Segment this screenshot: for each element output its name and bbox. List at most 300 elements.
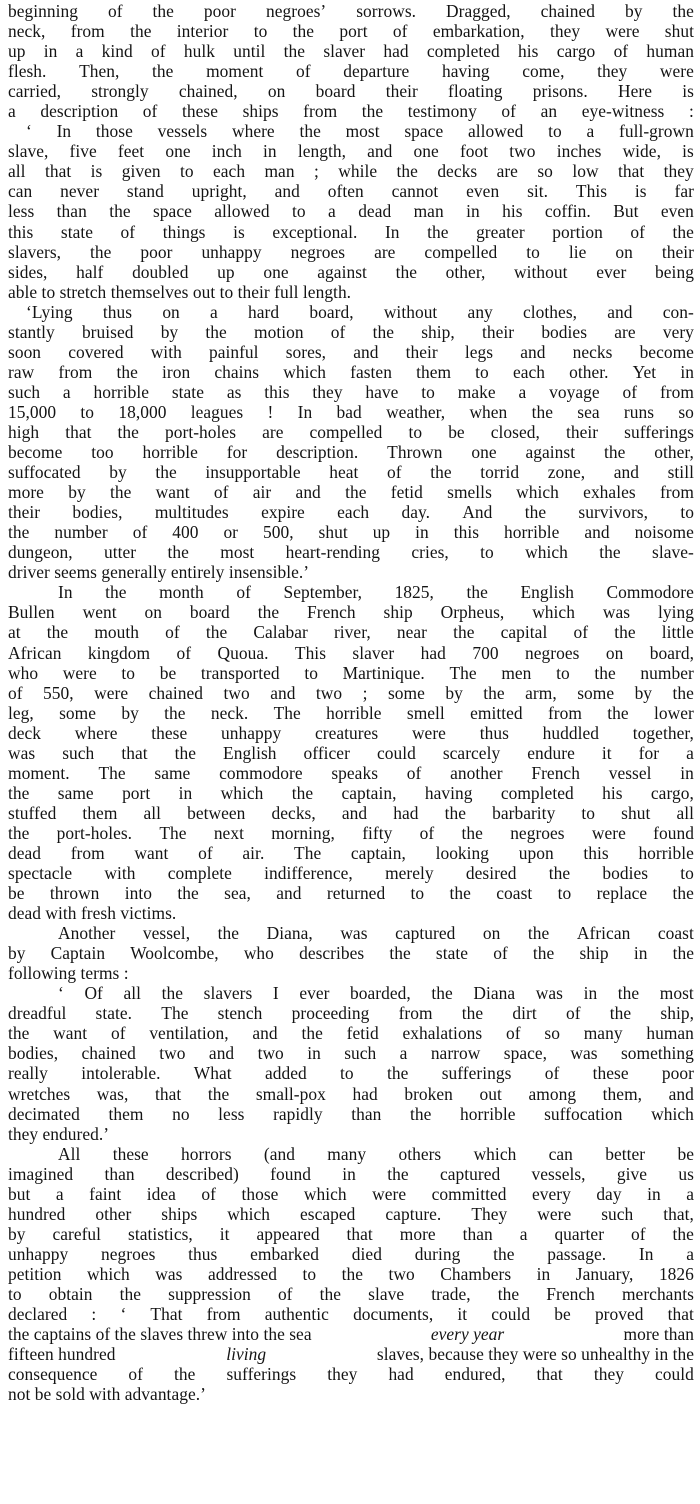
word: described) [165, 1163, 239, 1184]
text-line [8, 602, 694, 622]
text-line [8, 723, 694, 743]
word: and [276, 883, 302, 904]
word: in [680, 762, 694, 783]
word: so [544, 1023, 560, 1044]
word: lower [654, 702, 694, 723]
word: from [398, 1003, 433, 1024]
word: still [667, 462, 694, 483]
word: completed [500, 782, 574, 803]
word: from [58, 361, 93, 382]
word: hulk [183, 41, 216, 62]
word: hard [248, 301, 280, 322]
word: month [159, 582, 204, 603]
word: the [152, 61, 174, 82]
word: chained [81, 1043, 136, 1064]
word: closed, [490, 421, 540, 442]
word: of [419, 822, 435, 843]
word: transported [200, 662, 280, 683]
word: less [218, 1103, 245, 1124]
word: are [496, 161, 518, 182]
word: vessel, [142, 923, 191, 944]
word: clothes, [523, 301, 578, 322]
text-line [8, 1364, 694, 1384]
word: Captain [50, 943, 106, 964]
word: to [475, 361, 489, 382]
text-segment: more than [623, 1324, 694, 1345]
word: had [352, 1083, 378, 1104]
word: which [516, 482, 559, 503]
word: the [174, 742, 197, 763]
text-line [8, 161, 694, 181]
word: horrible [326, 702, 382, 723]
word: departure [343, 61, 410, 82]
word: next [213, 822, 244, 843]
word: man [413, 201, 444, 222]
text-line [8, 823, 694, 843]
word: become [639, 341, 694, 362]
word: proceeding [291, 1003, 370, 1024]
word: added [264, 1063, 307, 1084]
word: But [613, 201, 639, 222]
word: 15,000 [8, 401, 57, 422]
word: neck, [8, 21, 46, 42]
word: painful [208, 341, 259, 362]
word: the [217, 923, 240, 944]
word: space, [503, 1043, 548, 1064]
word: half [76, 261, 104, 282]
word: the [152, 1, 174, 21]
word: prisons. [532, 81, 588, 102]
word: on [615, 241, 633, 262]
word: the [164, 702, 186, 723]
word: sea [577, 401, 600, 422]
word: captured [439, 1163, 501, 1184]
word: slave, [8, 141, 49, 162]
word: coffin. [544, 201, 591, 222]
word: give [616, 1163, 648, 1184]
word: moment. [8, 762, 70, 783]
word: or [223, 522, 239, 543]
word: ships [242, 101, 279, 122]
word: against [525, 442, 576, 463]
word: of [392, 21, 408, 42]
word: African [8, 642, 62, 663]
word: the [8, 522, 30, 543]
text-line [8, 61, 694, 81]
word: them [108, 1103, 144, 1124]
word: two [315, 682, 343, 703]
word: negroes [290, 241, 346, 262]
word: was, [96, 1083, 129, 1104]
word: air. [242, 842, 265, 863]
word: broken [404, 1083, 453, 1104]
word: on [482, 923, 501, 944]
word: day [596, 1183, 622, 1204]
word: in [178, 782, 193, 803]
word: day. [401, 502, 431, 523]
word: one [263, 261, 289, 282]
text-line [8, 703, 694, 723]
word: on [605, 642, 624, 663]
word: 550, [43, 682, 74, 703]
word: quarter [554, 1223, 605, 1244]
text-line: dead with fresh victims. [8, 903, 177, 924]
word: of [120, 221, 136, 242]
word: in [680, 361, 694, 382]
word: that [44, 161, 72, 182]
word: decimated [8, 1103, 80, 1124]
word: of [387, 462, 402, 483]
word: that [65, 421, 92, 442]
word: What [193, 1063, 232, 1084]
word: it [601, 742, 612, 763]
word: state. [95, 1003, 133, 1024]
word: emitted [470, 702, 523, 723]
word: All [58, 1143, 81, 1164]
word: died [351, 1243, 382, 1264]
word: motion [254, 321, 304, 342]
word: were [605, 21, 640, 42]
word: than [462, 1223, 493, 1244]
word: exhalations [402, 1023, 483, 1044]
word: two [223, 682, 250, 703]
word: horrible [142, 442, 198, 463]
word: sea, [224, 883, 251, 904]
word: in [466, 201, 480, 222]
text-line [8, 242, 694, 262]
word: where [74, 722, 118, 743]
word: to [421, 381, 435, 402]
word: full-grown [618, 121, 694, 142]
word: them [82, 802, 118, 823]
word: (and [263, 1143, 295, 1164]
word: horrors [180, 1143, 232, 1164]
word: sufferings [226, 1364, 297, 1385]
word: sorrows. [356, 1, 417, 21]
word: which [303, 1183, 347, 1204]
word: space [152, 201, 192, 222]
word: ever [299, 983, 330, 1004]
word: fetid [390, 482, 423, 503]
word: French [546, 1284, 595, 1304]
word: that [667, 1304, 694, 1325]
word: ship, [421, 321, 455, 342]
word: by [8, 943, 26, 964]
word: slaver [352, 642, 395, 663]
word: and [367, 141, 393, 162]
word: in [647, 1183, 661, 1204]
word: such [8, 381, 41, 402]
text-line [8, 1063, 694, 1083]
word: captain, [341, 782, 397, 803]
word: by [68, 482, 86, 503]
word: the [483, 682, 505, 703]
word: Chambers [440, 1263, 512, 1284]
word: being [655, 261, 694, 282]
word: be [159, 662, 177, 683]
text-line [8, 943, 694, 963]
word: and [607, 301, 633, 322]
word: board [315, 81, 356, 102]
text-line [8, 1284, 694, 1304]
word: be [554, 1304, 571, 1325]
word: poor [203, 1, 236, 21]
word: embarked [250, 1243, 320, 1264]
word: and [613, 462, 640, 483]
word: many [583, 1023, 623, 1044]
word: was [340, 923, 368, 944]
word: could [491, 1304, 531, 1325]
word: air [252, 482, 272, 503]
word: their [8, 502, 41, 523]
word: were [62, 662, 97, 683]
word: which [283, 361, 326, 382]
text-line [8, 743, 694, 763]
word: shut [664, 21, 694, 42]
word: ‘ [120, 1304, 127, 1325]
word: an [540, 101, 558, 122]
word: which [525, 542, 568, 563]
word: of [128, 1364, 144, 1385]
word: make [457, 381, 496, 402]
word: commodore [219, 762, 303, 783]
word: a [586, 121, 595, 142]
word: the [292, 21, 315, 42]
word: The [273, 702, 301, 723]
word: ship [579, 943, 609, 964]
word: Here [617, 81, 652, 102]
word: the [493, 1243, 515, 1264]
text-line [8, 783, 694, 803]
word: of [493, 943, 508, 964]
word: soon [8, 341, 42, 362]
word: con- [662, 301, 694, 322]
text-line [8, 1023, 694, 1043]
word: addressed [207, 1263, 277, 1284]
word: African [576, 923, 631, 944]
word: indifference, [264, 863, 353, 884]
word: compelled [424, 241, 498, 262]
word: most [345, 121, 380, 142]
body-text [8, 1, 694, 1304]
word: their [405, 341, 438, 362]
word: of [213, 482, 229, 503]
word: the [453, 622, 475, 643]
word: have [365, 381, 399, 402]
word: of [630, 1223, 646, 1244]
word: of [406, 762, 422, 783]
word: Calabar [253, 622, 308, 643]
word: trade, [431, 1284, 471, 1304]
text-line [8, 1224, 694, 1244]
word: horrible [503, 522, 560, 543]
word: who [243, 943, 274, 964]
word: men [501, 662, 532, 683]
word: found [270, 1163, 311, 1184]
word: most [659, 983, 694, 1004]
word: in [583, 983, 598, 1004]
text-line [8, 201, 694, 221]
word: a [686, 1183, 694, 1204]
word: the [8, 822, 30, 843]
word: the [672, 943, 694, 964]
word: 500, [262, 522, 294, 543]
text-line [8, 1324, 694, 1344]
word: the [109, 482, 132, 503]
word: together, [632, 722, 694, 743]
word: of [8, 682, 23, 703]
word: these [181, 101, 218, 122]
word: with [150, 341, 182, 362]
word: necks [572, 341, 613, 362]
word: coast [496, 883, 533, 904]
word: a [686, 1243, 694, 1264]
word: to [80, 401, 95, 422]
word: which [227, 1203, 271, 1224]
word: exceptional. [272, 221, 358, 242]
word: smell [406, 702, 445, 723]
word: state [435, 943, 469, 964]
word: it [457, 1304, 468, 1325]
word: they [593, 1364, 624, 1385]
word: and [353, 341, 379, 362]
word: the [395, 261, 417, 282]
word: is [634, 181, 647, 202]
word: which [220, 782, 264, 803]
word: cries, [411, 542, 449, 563]
word: barbarity [492, 802, 556, 823]
word: others [398, 1143, 442, 1164]
word: Woolcombe, [130, 943, 219, 964]
word: be [677, 1143, 694, 1164]
word: dreadful [8, 1003, 67, 1024]
word: passage. [547, 1243, 607, 1264]
text-line [8, 1164, 694, 1184]
word: the [386, 1063, 409, 1084]
word: board, [649, 642, 694, 663]
word: greater [476, 221, 525, 242]
word: so [678, 401, 694, 422]
word: among [528, 1083, 577, 1104]
text-line [8, 302, 694, 322]
word: of [613, 41, 629, 62]
word: too [91, 442, 114, 463]
word: negroes’ [265, 1, 327, 21]
word: In [58, 582, 73, 603]
word: thrown [49, 883, 100, 904]
word: two [257, 1043, 284, 1064]
word: which [651, 1103, 694, 1124]
word: Martinique. [342, 662, 425, 683]
word: vessels, [531, 1163, 586, 1184]
word: English [520, 582, 574, 603]
text-line [8, 21, 694, 41]
word: of [151, 41, 166, 62]
text-line [8, 863, 694, 883]
word: with [104, 863, 136, 884]
word: space [404, 121, 444, 142]
word: dead [8, 842, 42, 863]
word: 700 [472, 642, 499, 663]
text-line [8, 843, 694, 863]
word: poor [661, 1063, 694, 1084]
word: the [461, 822, 483, 843]
word: from [206, 1304, 241, 1325]
word: by [121, 702, 139, 723]
word: ships [161, 1203, 198, 1224]
word: weather, [386, 401, 446, 422]
word: unhappy [8, 1243, 69, 1264]
word: the [427, 221, 449, 242]
word: of [565, 1003, 581, 1024]
word: Dragged, [446, 1, 511, 21]
text-line [8, 582, 694, 602]
word: to [680, 863, 694, 884]
word: such [344, 1043, 377, 1064]
word: of [544, 1063, 560, 1084]
word: than [351, 1103, 382, 1124]
word: of [107, 1, 123, 21]
word: in [263, 141, 277, 162]
word: the [449, 883, 471, 904]
word: complete [167, 863, 232, 884]
word: The [161, 1003, 189, 1024]
word: no [172, 1103, 190, 1124]
text-line [8, 1244, 694, 1264]
word: idea [146, 1183, 176, 1204]
text-line [8, 663, 694, 683]
word: the [387, 1163, 409, 1184]
word: their [661, 241, 694, 262]
word: the [672, 1, 694, 21]
word: this [264, 381, 290, 402]
word: and [208, 1043, 235, 1064]
word: state [171, 381, 204, 402]
word: are [262, 421, 284, 442]
word: into [124, 883, 153, 904]
word: the [167, 542, 189, 563]
word: chains [214, 361, 260, 382]
word: board, [309, 301, 354, 322]
word: declared [8, 1304, 68, 1325]
text-line [8, 923, 694, 943]
word: is [233, 221, 245, 242]
word: heart-rending [285, 542, 380, 563]
word: same [57, 782, 94, 803]
word: the [291, 782, 314, 803]
text-line [8, 983, 694, 1003]
word: the [607, 702, 629, 723]
text-line [8, 482, 694, 502]
word: In [384, 221, 400, 242]
word: by [109, 462, 127, 483]
word: these [112, 1143, 149, 1164]
word: heat [329, 462, 359, 483]
word: the [155, 462, 177, 483]
word: are [614, 321, 636, 342]
word: horrible [93, 381, 149, 402]
word: up [8, 41, 26, 62]
word: coast [657, 923, 694, 944]
word: his [502, 201, 523, 222]
word: a [62, 381, 71, 402]
word: each [512, 361, 545, 382]
text-line [8, 1144, 694, 1164]
word: a [519, 1223, 528, 1244]
word: port [339, 21, 368, 42]
word: escaped [300, 1203, 356, 1224]
word: the [672, 682, 694, 703]
